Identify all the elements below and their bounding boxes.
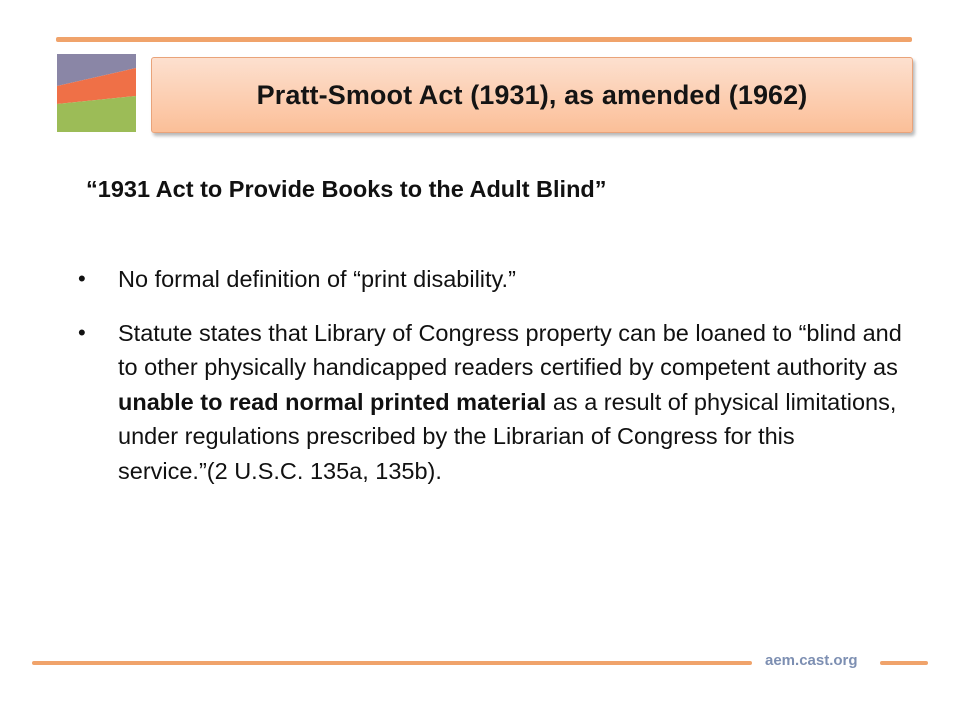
bullet-dot-icon: •	[78, 319, 86, 345]
title-box	[151, 57, 913, 133]
bullet-text: No formal definition of “print disability.”	[118, 266, 516, 292]
bottom-accent-rule-left	[32, 661, 752, 665]
logo-icon	[57, 54, 136, 132]
bullet-text-before: Statute states that Library of Congress property can be loaned to “blind and to other physically handicapped readers certified by competent authority as	[118, 319, 902, 380]
slide-subtitle: “1931 Act to Provide Books to the Adult Blind”	[86, 176, 607, 202]
top-accent-rule	[56, 37, 912, 42]
footer-url: aem.cast.org	[765, 652, 858, 669]
bullet-dot-icon: •	[78, 266, 86, 291]
bullet-text-after: as a result of physical limitations, under regulations prescribed by the Librarian of Congress for this service.”(2 U.S.C. 135a, 135b).	[118, 388, 897, 484]
bullet-list	[78, 262, 908, 488]
bullet-item	[78, 262, 908, 297]
bullet-item	[78, 316, 908, 489]
slide-title: Pratt-Smoot Act (1931), as amended (1962)	[256, 79, 808, 110]
bottom-accent-rule-right	[880, 661, 928, 665]
bullet-text-bold: unable to read normal printed material	[118, 388, 547, 415]
